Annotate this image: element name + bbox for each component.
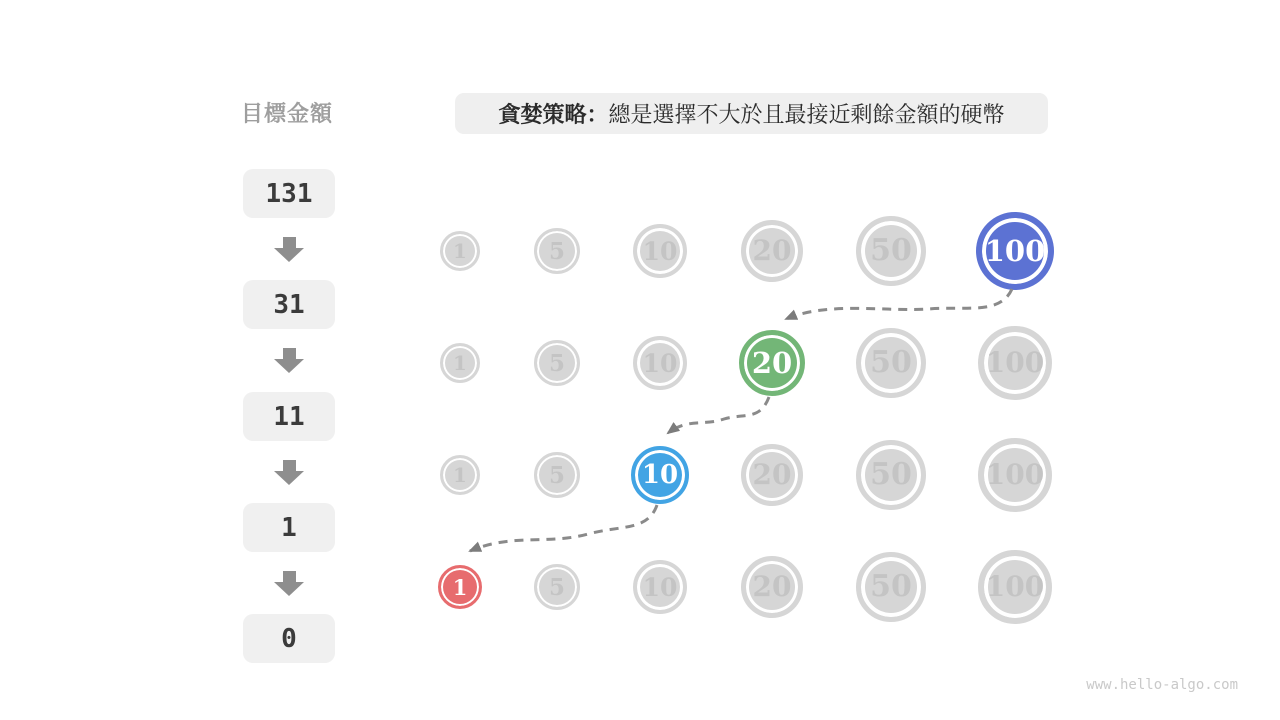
watermark: www.hello-algo.com bbox=[1086, 677, 1238, 693]
dashed-arrow bbox=[470, 505, 657, 551]
coin-5: 5 bbox=[534, 340, 580, 386]
coin-20: 20 bbox=[741, 556, 803, 618]
strategy-banner-text: 總是選擇不大於且最接近剩餘金額的硬幣 bbox=[608, 102, 1005, 127]
coin-100: 100 bbox=[978, 326, 1052, 400]
target-value-box: 31 bbox=[243, 280, 335, 329]
coin-10: 10 bbox=[633, 336, 687, 390]
coin-1: 1 bbox=[440, 231, 480, 271]
coin-20: 20 bbox=[741, 444, 803, 506]
down-arrow-icon bbox=[274, 348, 304, 373]
coin-100-selected: 100 bbox=[976, 212, 1054, 290]
dashed-arrow bbox=[668, 397, 769, 433]
strategy-banner bbox=[455, 93, 1048, 134]
coin-5: 5 bbox=[534, 228, 580, 274]
target-amount-label: 目標金額 bbox=[241, 101, 334, 126]
target-value-box: 1 bbox=[243, 503, 335, 552]
coin-5: 5 bbox=[534, 564, 580, 610]
coin-1: 1 bbox=[440, 455, 480, 495]
coin-100: 100 bbox=[978, 550, 1052, 624]
coin-10-selected: 10 bbox=[631, 446, 689, 504]
coin-100: 100 bbox=[978, 438, 1052, 512]
coin-10: 10 bbox=[633, 224, 687, 278]
dashed-arrow bbox=[786, 289, 1012, 319]
target-value-box: 131 bbox=[243, 169, 335, 218]
target-value-box: 11 bbox=[243, 392, 335, 441]
coin-50: 50 bbox=[856, 328, 926, 398]
coin-50: 50 bbox=[856, 216, 926, 286]
coin-5: 5 bbox=[534, 452, 580, 498]
coin-50: 50 bbox=[856, 552, 926, 622]
down-arrow-icon bbox=[274, 571, 304, 596]
down-arrow-icon bbox=[274, 237, 304, 262]
target-value-box: 0 bbox=[243, 614, 335, 663]
coin-50: 50 bbox=[856, 440, 926, 510]
coin-1-selected: 1 bbox=[438, 565, 482, 609]
strategy-banner-title: 貪婪策略： bbox=[498, 102, 609, 127]
down-arrow-icon bbox=[274, 460, 304, 485]
coin-20-selected: 20 bbox=[739, 330, 805, 396]
coin-1: 1 bbox=[440, 343, 480, 383]
coin-20: 20 bbox=[741, 220, 803, 282]
coin-10: 10 bbox=[633, 560, 687, 614]
